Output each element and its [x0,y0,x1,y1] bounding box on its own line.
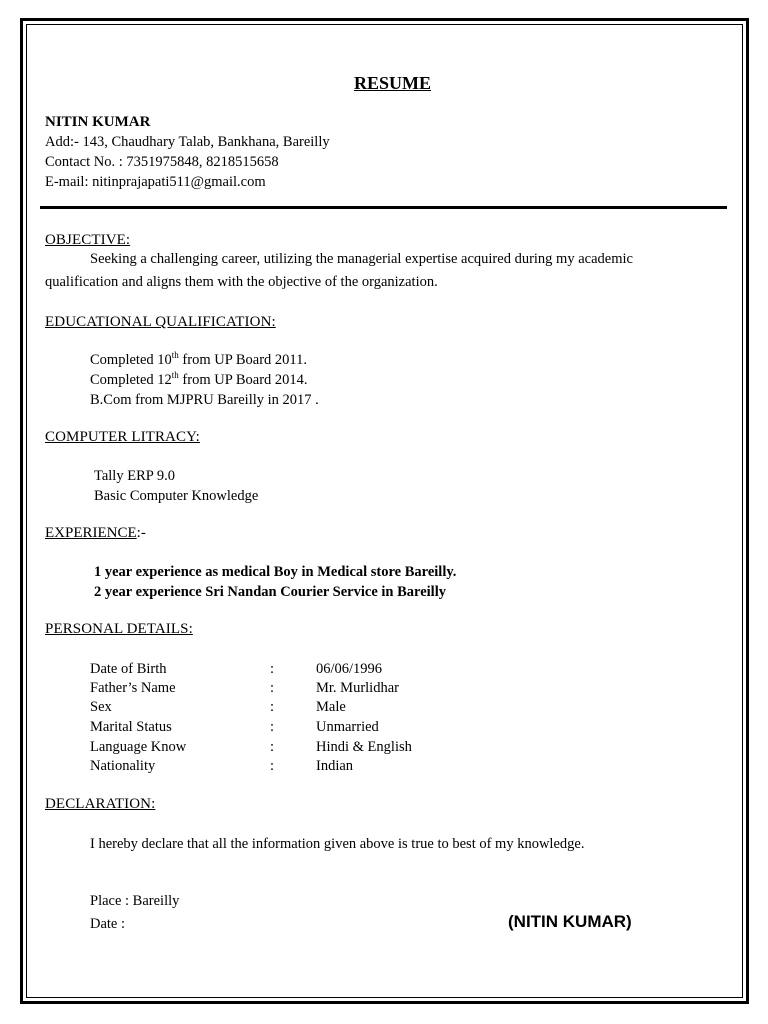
email-line: E-mail: nitinprajapati511@gmail.com [45,174,266,190]
computer-skill-item [94,488,258,505]
education-item [90,372,308,389]
personal-value: Unmarried [316,719,379,735]
objective-text-line-2: qualification and aligns them with the objective of the organization. [45,274,438,290]
education-item: B.Com from MJPRU Bareilly in 2017 . [90,392,319,408]
document-title: RESUME [354,73,432,93]
personal-separator: : [270,719,275,735]
objective-text-line-1: Seeking a challenging career, utilizing the managerial expertise acquired during my academic [90,251,633,267]
personal-value: Male [316,699,346,715]
personal-separator: : [270,699,275,715]
education-item-text-tail: from UP Board 2014. [178,372,308,388]
education-item [90,352,307,369]
personal-label: Language Know [90,739,187,755]
personal-label: Marital Status [90,719,172,735]
experience-heading-suffix: :- [136,525,146,541]
personal-value: Hindi & English [316,739,412,755]
education-item-text: Completed 12 [90,372,172,388]
personal-value: Mr. Murlidhar [316,680,399,696]
declaration-heading: DECLARATION: [45,796,156,812]
experience-item: 2 year experience Sri Nandan Courier Service in Bareilly [94,584,446,600]
personal-label: Nationality [90,758,156,774]
personal-separator: : [270,739,275,755]
education-item-text-tail: from UP Board 2011. [178,352,307,368]
experience-heading-line [45,525,146,542]
education-item-superscript: th [171,370,179,381]
header-divider [40,206,727,209]
personal-label: Father’s Name [90,680,176,696]
address-line: Add:- 143, Chaudhary Talab, Bankhana, Bareilly [45,134,330,150]
education-item-superscript: th [171,350,179,361]
personal-value: 06/06/1996 [316,661,383,677]
objective-heading: OBJECTIVE: [45,232,131,248]
education-item-text: Completed 10 [90,352,172,368]
contact-line: Contact No. : 7351975848, 8218515658 [45,154,279,170]
education-heading: EDUCATIONAL QUALIFICATION: [45,314,276,330]
personal-details-heading: PERSONAL DETAILS: [45,621,193,637]
computer-literacy-heading: COMPUTER LITRACY: [45,429,200,445]
place-line: Place : Bareilly [90,893,180,909]
personal-label: Sex [90,699,112,715]
signature-name: (NITIN KUMAR) [508,912,632,931]
declaration-text: I hereby declare that all the information given above is true to best of my knowledge. [90,836,585,852]
experience-item: 1 year experience as medical Boy in Medical store Bareilly. [94,564,457,580]
candidate-name: NITIN KUMAR [45,114,151,130]
personal-separator: : [270,680,275,696]
computer-skill-item: Tally ERP 9.0 [94,468,176,484]
date-line: Date : [90,916,126,932]
experience-heading: EXPERIENCE [45,525,137,541]
personal-value: Indian [316,758,354,774]
personal-separator: : [270,661,275,677]
personal-label: Date of Birth [90,661,167,677]
computer-skill-text: Basic Computer Knowledge [94,488,259,504]
personal-separator: : [270,758,275,774]
